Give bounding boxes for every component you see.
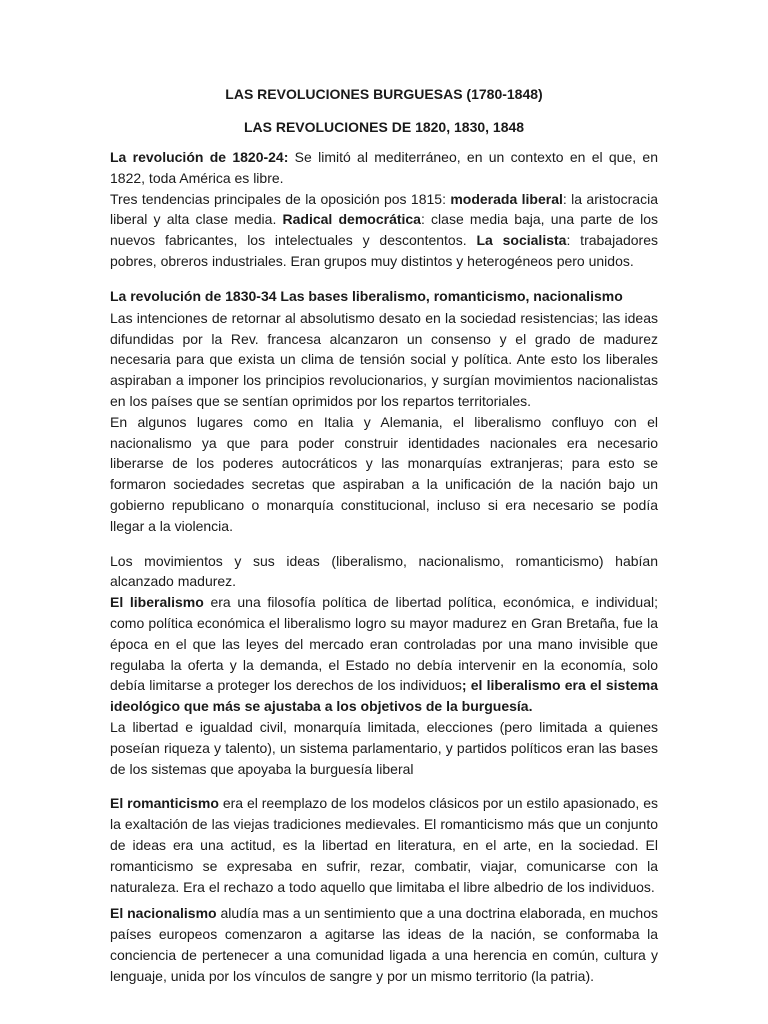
document-title: LAS REVOLUCIONES BURGUESAS (1780-1848) [225,86,543,102]
lead-1820: La revolución de 1820-24: [110,149,289,165]
paragraph-1830-intentions: Las intenciones de retornar al absolutismo desato en la sociedad resistencias; las ideas difundidas por la Rev. francesa alcanzaron un consenso y el grado de madurez necesaria para que exista un clima de tensión social y política. Ante esto los liberales aspiraban a imponer los principios revolucionarios, y surgían movimientos nacionalistas en los países que se sentían oprimidos por los repartos territoriales. [110,309,658,409]
paragraph-romanticism: El romanticismo era el reemplazo de los modelos clásicos por un estilo apasionado, es la exaltación de las viejas tradiciones medievales. El romanticismo más que un conjunto de ideas era una actitud, es la libertad en literatura, en el arte, en la sociedad. El romanticismo se expresaba en sufrir, rezar, combatir, viajar, comunicarse con la naturaleza. Era el rechazo a todo aquello que limitaba el libre albedrio de los individuos. [110,795,658,895]
heading-1830: La revolución de 1830-34 Las bases liberalismo, romanticismo, nacionalismo [110,287,623,304]
document-subtitle: LAS REVOLUCIONES DE 1820, 1830, 1848 [243,119,525,135]
paragraph-liberalism: El liberalismo era una filosofía política de libertad política, económica, e individual; como política económica el liberalismo logro su mayor madurez en Gran Bretaña, fue la época en el que las leyes del mercado eran controladas por una mano invisible que regulaba la oferta y la demanda, el Estado no debía intervenir en la economía, solo debía limitarse a proteger los derechos de los individuos; el liberalismo era el sistema ideológico que más se ajustaba a los objetivos de la burguesía. [110,594,659,715]
paragraph-1820: La revolución de 1820-24: Se limitó al mediterráneo, en un contexto en el que, en 1822, toda América es libre. [110,149,658,186]
paragraph-nationalism: El nacionalismo aludía mas a un sentimiento que a una doctrina elaborada, en muchos países europeos comenzaron a agitarse las ideas de la nación, se conformaba la conciencia de pertenecer a una comunidad ligada a una herencia en común, cultura y lenguaje, unida por los vínculos de sangre y por un mismo territorio (la patria). [110,905,658,984]
paragraph-movements: Los movimientos y sus ideas (liberalismo, nacionalismo, romanticismo) habían alcanzado madurez. [110,552,658,590]
paragraph-civil-liberty: La libertad e igualdad civil, monarquía limitada, elecciones (pero limitada a quienes poseían riqueza y talento), un sistema parlamentario, y partidos políticos eran las bases de los sistemas que apoyaba la burguesía liberal [110,718,658,777]
paragraph-italy-germany: En algunos lugares como en Italia y Alemania, el liberalismo confluyo con el nacionalismo ya que para poder construir identidades nacionales era necesario liberarse de los poderes autocráticos y las monarquías extranjeras; para esto se formaron sociedades secretas que aspiraban a la unificación de la nación bajo un gobierno republicano o monarquía constitucional, incluso si era necesario se podía llegar a la violencia. [110,413,658,534]
paragraph-tendencies: Tres tendencias principales de la oposición pos 1815: moderada liberal: la aristocracia liberal y alta clase media. Radical democrática: clase media baja, una parte de los nuevos fabricantes, los intelectuales y descontentos. La socialista: trabajadores pobres, obreros industriales. Eran grupos muy distintos y heterogéneos pero unidos. [110,190,659,269]
